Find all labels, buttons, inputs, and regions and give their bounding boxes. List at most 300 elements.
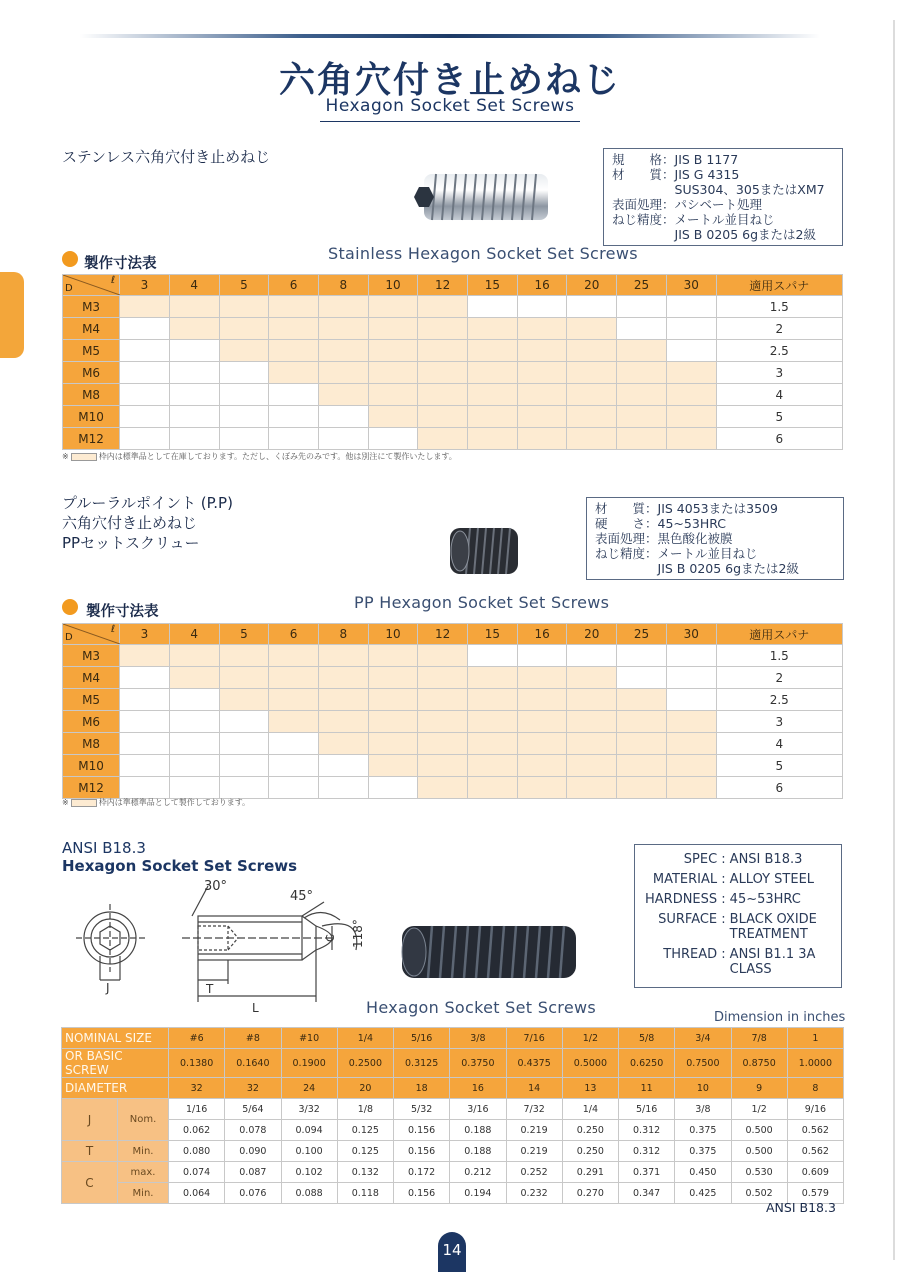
spec-value: BLACK OXIDE TREATMENT bbox=[729, 912, 817, 942]
grid-cell bbox=[567, 645, 617, 667]
grid-cell bbox=[666, 340, 716, 362]
grid-cell bbox=[368, 406, 418, 428]
dim-l-label: L bbox=[252, 1001, 259, 1015]
spec-row bbox=[645, 946, 831, 981]
grid-cell bbox=[269, 296, 319, 318]
grid-cell bbox=[666, 711, 716, 733]
grid-cell bbox=[219, 296, 269, 318]
grid-cell bbox=[368, 318, 418, 340]
spec-row bbox=[612, 182, 825, 197]
dimension-value: 0.347 bbox=[619, 1183, 675, 1204]
spec-key: 表面処理 bbox=[595, 531, 646, 546]
grid-cell bbox=[418, 777, 468, 799]
grid-cell bbox=[120, 406, 170, 428]
grid-cell bbox=[666, 318, 716, 340]
grid-cell bbox=[169, 362, 219, 384]
spec-row bbox=[595, 531, 799, 546]
grid-cell bbox=[219, 645, 269, 667]
grid-cell bbox=[120, 384, 170, 406]
ansi-table-caption: Hexagon Socket Set Screws bbox=[366, 998, 596, 1017]
dimension-qualifier: Min. bbox=[118, 1141, 169, 1162]
ansi-header-cell: 0.6250 bbox=[619, 1049, 675, 1078]
spec-sep: ： bbox=[662, 197, 675, 212]
dimension-value: 0.291 bbox=[562, 1162, 618, 1183]
spec-sep: ： bbox=[662, 167, 675, 182]
spec-key: ねじ精度 bbox=[612, 212, 663, 227]
grid-cell bbox=[468, 733, 518, 755]
ansi-footer: ANSI B18.3 bbox=[766, 1200, 836, 1215]
length-header: 4 bbox=[169, 624, 219, 645]
size-row bbox=[63, 689, 843, 711]
spec-row bbox=[595, 501, 799, 516]
grid-cell bbox=[269, 667, 319, 689]
spec-sep: ： bbox=[662, 152, 675, 167]
spanner-size-cell: 1.5 bbox=[716, 645, 842, 667]
ansi-header-cell: 16 bbox=[450, 1078, 506, 1099]
ansi-header-label: NOMINAL SIZE bbox=[62, 1028, 169, 1049]
diameter-cell: M5 bbox=[63, 689, 120, 711]
ansi-header-cell: 0.3125 bbox=[394, 1049, 450, 1078]
ansi-header-cell: 0.7500 bbox=[675, 1049, 731, 1078]
grid-cell bbox=[368, 428, 418, 450]
diameter-cell: M10 bbox=[63, 755, 120, 777]
grid-cell bbox=[318, 733, 368, 755]
dimension-symbol: T bbox=[62, 1141, 118, 1162]
grid-cell bbox=[318, 296, 368, 318]
dimension-value: 0.312 bbox=[619, 1141, 675, 1162]
grid-cell bbox=[120, 755, 170, 777]
grid-cell bbox=[567, 689, 617, 711]
spanner-size-cell: 4 bbox=[716, 733, 842, 755]
length-header: 4 bbox=[169, 275, 219, 296]
dim-c-label: C bbox=[324, 934, 337, 942]
ansi-screw-image bbox=[398, 922, 580, 982]
dimension-value: 0.156 bbox=[394, 1183, 450, 1204]
grid-cell bbox=[468, 318, 518, 340]
spec-row bbox=[612, 212, 825, 227]
ansi-header-cell: 8 bbox=[787, 1078, 843, 1099]
grid-cell bbox=[169, 318, 219, 340]
length-header: 25 bbox=[617, 275, 667, 296]
dimension-value: 0.219 bbox=[506, 1120, 562, 1141]
spanner-size-cell: 6 bbox=[716, 428, 842, 450]
size-row bbox=[63, 645, 843, 667]
spec-row bbox=[595, 516, 799, 531]
ansi-dimension-table bbox=[61, 1027, 844, 1204]
grid-cell bbox=[120, 428, 170, 450]
grid-cell bbox=[617, 755, 667, 777]
grid-cell bbox=[418, 733, 468, 755]
spec-key: THREAD : bbox=[663, 947, 726, 962]
dimension-value: 0.188 bbox=[450, 1120, 506, 1141]
grid-cell bbox=[368, 689, 418, 711]
grid-cell bbox=[666, 406, 716, 428]
dimension-value: 5/64 bbox=[225, 1099, 281, 1120]
grid-cell bbox=[269, 340, 319, 362]
grid-cell bbox=[617, 296, 667, 318]
ansi-header-cell: 0.1900 bbox=[281, 1049, 337, 1078]
dimension-qualifier: Nom. bbox=[118, 1099, 169, 1141]
grid-cell bbox=[418, 645, 468, 667]
grid-cell bbox=[517, 318, 567, 340]
size-row bbox=[63, 733, 843, 755]
section2-heading: プルーラルポイント (P.P) 六角穴付き止めねじ PPセットスクリュー bbox=[62, 494, 233, 552]
angle-30-label: 30° bbox=[204, 879, 228, 894]
length-header: 16 bbox=[517, 624, 567, 645]
grid-cell bbox=[666, 428, 716, 450]
spanner-size-cell: 4 bbox=[716, 384, 842, 406]
grid-cell bbox=[269, 755, 319, 777]
grid-cell bbox=[567, 384, 617, 406]
grid-cell bbox=[666, 362, 716, 384]
dimension-qualifier: max. bbox=[118, 1162, 169, 1183]
dimension-value: 3/32 bbox=[281, 1099, 337, 1120]
header-rule bbox=[80, 34, 820, 38]
grid-cell bbox=[617, 645, 667, 667]
table-header-row bbox=[63, 275, 843, 296]
grid-cell bbox=[169, 755, 219, 777]
grid-cell bbox=[318, 711, 368, 733]
ansi-header-cell: 11 bbox=[619, 1078, 675, 1099]
grid-cell bbox=[418, 711, 468, 733]
spec-key: HARDNESS : bbox=[645, 892, 726, 907]
ansi-header-cell: 20 bbox=[337, 1078, 393, 1099]
grid-cell bbox=[368, 645, 418, 667]
length-header: 16 bbox=[517, 275, 567, 296]
spanner-size-cell: 5 bbox=[716, 406, 842, 428]
grid-cell bbox=[318, 755, 368, 777]
spec-value: 黒色酸化被膜 bbox=[657, 531, 733, 546]
spec-sep: ： bbox=[645, 501, 658, 516]
d-l-corner-cell bbox=[63, 275, 120, 296]
ansi-header-cell: 0.1640 bbox=[225, 1049, 281, 1078]
dimension-value: 9/16 bbox=[787, 1099, 843, 1120]
grid-cell bbox=[120, 645, 170, 667]
grid-cell bbox=[169, 406, 219, 428]
d-label: D bbox=[65, 283, 73, 294]
grid-cell bbox=[318, 362, 368, 384]
ansi-header-cell: 0.8750 bbox=[731, 1049, 787, 1078]
grid-cell bbox=[418, 428, 468, 450]
spec-row bbox=[612, 167, 825, 182]
spec-row bbox=[645, 891, 831, 911]
grid-cell bbox=[418, 318, 468, 340]
grid-cell bbox=[418, 406, 468, 428]
diameter-cell: M4 bbox=[63, 318, 120, 340]
dimension-value: 0.500 bbox=[731, 1141, 787, 1162]
spanner-size-cell: 5 bbox=[716, 755, 842, 777]
section2-spec-box bbox=[586, 497, 844, 580]
grid-cell bbox=[169, 645, 219, 667]
spanner-size-cell: 3 bbox=[716, 711, 842, 733]
dimension-value: 1/4 bbox=[562, 1099, 618, 1120]
dim-j-label: J bbox=[106, 981, 110, 995]
dimension-value: 5/32 bbox=[394, 1099, 450, 1120]
ansi-header-cell: 9 bbox=[731, 1078, 787, 1099]
grid-cell bbox=[269, 777, 319, 799]
grid-cell bbox=[666, 645, 716, 667]
grid-cell bbox=[517, 340, 567, 362]
grid-cell bbox=[318, 406, 368, 428]
grid-cell bbox=[219, 362, 269, 384]
spec-key: 材 質 bbox=[595, 501, 646, 516]
grid-cell bbox=[318, 318, 368, 340]
spec-key bbox=[595, 561, 645, 576]
grid-cell bbox=[468, 689, 518, 711]
grid-cell bbox=[567, 296, 617, 318]
ansi-header-cell: 14 bbox=[506, 1078, 562, 1099]
grid-cell bbox=[368, 755, 418, 777]
grid-cell bbox=[517, 711, 567, 733]
grid-cell bbox=[666, 667, 716, 689]
grid-cell bbox=[418, 384, 468, 406]
grid-cell bbox=[666, 755, 716, 777]
spanner-size-cell: 3 bbox=[716, 362, 842, 384]
dimension-value: 0.074 bbox=[169, 1162, 225, 1183]
diameter-cell: M6 bbox=[63, 362, 120, 384]
length-header: 3 bbox=[120, 624, 170, 645]
dimension-value: 0.375 bbox=[675, 1120, 731, 1141]
dimension-value: 0.118 bbox=[337, 1183, 393, 1204]
grid-cell bbox=[567, 340, 617, 362]
grid-cell bbox=[617, 689, 667, 711]
spec-sep bbox=[645, 561, 658, 576]
spec-key: 表面処理 bbox=[612, 197, 663, 212]
spec-value: JIS B 1177 bbox=[674, 152, 739, 167]
diameter-cell: M12 bbox=[63, 428, 120, 450]
diameter-cell: M3 bbox=[63, 645, 120, 667]
spec-row bbox=[612, 227, 825, 242]
dim-t-label: T bbox=[206, 982, 214, 996]
size-row bbox=[63, 318, 843, 340]
ansi-data-row bbox=[62, 1183, 844, 1204]
size-row bbox=[63, 406, 843, 428]
grid-cell bbox=[219, 667, 269, 689]
grid-cell bbox=[368, 296, 418, 318]
dimension-value: 0.252 bbox=[506, 1162, 562, 1183]
dimension-value: 0.609 bbox=[787, 1162, 843, 1183]
dimension-value: 0.094 bbox=[281, 1120, 337, 1141]
grid-cell bbox=[517, 406, 567, 428]
spec-key bbox=[612, 182, 662, 197]
grid-cell bbox=[169, 296, 219, 318]
page-number: 14 bbox=[438, 1232, 466, 1272]
spec-sep: ： bbox=[645, 516, 658, 531]
spec-key: 材 質 bbox=[612, 167, 663, 182]
dimension-value: 1/16 bbox=[169, 1099, 225, 1120]
grid-cell bbox=[318, 777, 368, 799]
legend-swatch bbox=[71, 453, 97, 461]
grid-cell bbox=[517, 384, 567, 406]
dimension-value: 0.194 bbox=[450, 1183, 506, 1204]
grid-cell bbox=[418, 296, 468, 318]
spec-row bbox=[645, 851, 831, 871]
size-row bbox=[63, 711, 843, 733]
diameter-cell: M10 bbox=[63, 406, 120, 428]
grid-cell bbox=[617, 340, 667, 362]
length-header: 10 bbox=[368, 624, 418, 645]
grid-cell bbox=[468, 711, 518, 733]
dimension-qualifier: Min. bbox=[118, 1183, 169, 1204]
ansi-header-cell: 0.4375 bbox=[506, 1049, 562, 1078]
dimension-value: 0.250 bbox=[562, 1120, 618, 1141]
dimension-value: 0.102 bbox=[281, 1162, 337, 1183]
spanner-size-cell: 2.5 bbox=[716, 689, 842, 711]
ansi-header-cell: 3/8 bbox=[450, 1028, 506, 1049]
grid-cell bbox=[219, 755, 269, 777]
grid-cell bbox=[219, 318, 269, 340]
spec-value: JIS B 0205 6gまたは2級 bbox=[657, 561, 799, 576]
spec-value: JIS 4053または3509 bbox=[657, 501, 778, 516]
spec-sep bbox=[662, 227, 675, 242]
d-label: D bbox=[65, 632, 73, 643]
grid-cell bbox=[269, 318, 319, 340]
spec-value: ALLOY STEEL bbox=[729, 872, 815, 887]
ansi-header-cell: #8 bbox=[225, 1028, 281, 1049]
spec-row bbox=[612, 152, 825, 167]
grid-cell bbox=[269, 689, 319, 711]
spec-value: ANSI B18.3 bbox=[729, 852, 803, 867]
dimension-value: 5/16 bbox=[619, 1099, 675, 1120]
size-row bbox=[63, 296, 843, 318]
length-header: 6 bbox=[269, 275, 319, 296]
diameter-cell: M6 bbox=[63, 711, 120, 733]
spec-key: 規 格 bbox=[612, 152, 663, 167]
diameter-cell: M8 bbox=[63, 733, 120, 755]
grid-cell bbox=[617, 428, 667, 450]
ansi-title: ANSI B18.3 bbox=[62, 839, 146, 857]
grid-cell bbox=[219, 733, 269, 755]
ansi-header-cell: 3/4 bbox=[675, 1028, 731, 1049]
grid-cell bbox=[169, 733, 219, 755]
grid-cell bbox=[269, 711, 319, 733]
size-row bbox=[63, 384, 843, 406]
spec-key: 硬 さ bbox=[595, 516, 646, 531]
grid-cell bbox=[368, 340, 418, 362]
dimension-symbol: C bbox=[62, 1162, 118, 1204]
grid-cell bbox=[468, 777, 518, 799]
grid-cell bbox=[418, 340, 468, 362]
ansi-header-label: OR BASIC SCREW bbox=[62, 1049, 169, 1078]
size-row bbox=[63, 428, 843, 450]
grid-cell bbox=[219, 384, 269, 406]
ansi-data-row bbox=[62, 1099, 844, 1120]
ansi-header-cell: 7/16 bbox=[506, 1028, 562, 1049]
diameter-cell: M8 bbox=[63, 384, 120, 406]
grid-cell bbox=[517, 428, 567, 450]
spanner-size-cell: 2 bbox=[716, 667, 842, 689]
grid-cell bbox=[219, 689, 269, 711]
ansi-header-cell: 5/16 bbox=[394, 1028, 450, 1049]
d-l-corner-cell bbox=[63, 624, 120, 645]
grid-cell bbox=[468, 755, 518, 777]
grid-cell bbox=[567, 777, 617, 799]
section1-note: ※ 枠内は標準品として在庫しております。ただし、くぼみ先のみです。他は別注にて製作いたします。 bbox=[62, 452, 457, 461]
spanner-size-cell: 2 bbox=[716, 318, 842, 340]
grid-cell bbox=[269, 406, 319, 428]
grid-cell bbox=[567, 428, 617, 450]
title-underline bbox=[320, 121, 580, 122]
length-header: 20 bbox=[567, 624, 617, 645]
dimension-value: 3/16 bbox=[450, 1099, 506, 1120]
spec-row bbox=[645, 871, 831, 891]
section1-heading: ステンレス六角穴付き止めねじ bbox=[62, 148, 271, 166]
dimension-value: 0.076 bbox=[225, 1183, 281, 1204]
grid-cell bbox=[567, 318, 617, 340]
dimension-value: 0.064 bbox=[169, 1183, 225, 1204]
dimension-value: 0.232 bbox=[506, 1183, 562, 1204]
grid-cell bbox=[468, 296, 518, 318]
grid-cell bbox=[617, 362, 667, 384]
dimension-value: 0.100 bbox=[281, 1141, 337, 1162]
spec-row bbox=[612, 197, 825, 212]
dimension-value: 0.087 bbox=[225, 1162, 281, 1183]
spec-row bbox=[595, 546, 799, 561]
grid-cell bbox=[120, 667, 170, 689]
dimension-value: 0.579 bbox=[787, 1183, 843, 1204]
length-header: 30 bbox=[666, 624, 716, 645]
stainless-size-table bbox=[62, 274, 843, 450]
ansi-header-cell: #10 bbox=[281, 1028, 337, 1049]
grid-cell bbox=[169, 667, 219, 689]
section2-subtitle: 製作寸法表 bbox=[86, 604, 159, 620]
dimension-value: 0.090 bbox=[225, 1141, 281, 1162]
grid-cell bbox=[517, 667, 567, 689]
grid-cell bbox=[368, 362, 418, 384]
grid-cell bbox=[617, 733, 667, 755]
size-row bbox=[63, 667, 843, 689]
ansi-header-cell: 0.2500 bbox=[337, 1049, 393, 1078]
section1-spec-box bbox=[603, 148, 843, 246]
size-row bbox=[63, 362, 843, 384]
ansi-header-cell: #6 bbox=[169, 1028, 225, 1049]
grid-cell bbox=[269, 384, 319, 406]
grid-cell bbox=[567, 667, 617, 689]
grid-cell bbox=[567, 406, 617, 428]
dimension-value: 7/32 bbox=[506, 1099, 562, 1120]
l-label: ℓ bbox=[110, 624, 116, 635]
grid-cell bbox=[567, 755, 617, 777]
spanner-size-cell: 1.5 bbox=[716, 296, 842, 318]
grid-cell bbox=[219, 340, 269, 362]
ansi-data-row bbox=[62, 1162, 844, 1183]
grid-cell bbox=[169, 384, 219, 406]
grid-cell bbox=[318, 645, 368, 667]
dimension-value: 0.156 bbox=[394, 1120, 450, 1141]
length-header: 15 bbox=[468, 624, 518, 645]
grid-cell bbox=[517, 755, 567, 777]
ansi-header-cell: 0.3750 bbox=[450, 1049, 506, 1078]
grid-cell bbox=[517, 362, 567, 384]
dimension-value: 1/2 bbox=[731, 1099, 787, 1120]
length-header: 3 bbox=[120, 275, 170, 296]
ansi-header-cell: 1 bbox=[787, 1028, 843, 1049]
dimension-value: 0.530 bbox=[731, 1162, 787, 1183]
spec-key: MATERIAL : bbox=[652, 872, 726, 887]
length-header: 12 bbox=[418, 275, 468, 296]
spec-value: SUS304、305またはXM7 bbox=[674, 182, 825, 197]
dimension-value: 0.212 bbox=[450, 1162, 506, 1183]
grid-cell bbox=[468, 667, 518, 689]
grid-cell bbox=[468, 406, 518, 428]
ansi-header-cell: 13 bbox=[562, 1078, 618, 1099]
grid-cell bbox=[120, 296, 170, 318]
ansi-subtitle: Hexagon Socket Set Screws bbox=[62, 857, 298, 875]
dimension-value: 0.375 bbox=[675, 1141, 731, 1162]
spec-value: JIS G 4315 bbox=[674, 167, 740, 182]
length-header: 8 bbox=[318, 275, 368, 296]
bullet-icon bbox=[62, 599, 78, 615]
